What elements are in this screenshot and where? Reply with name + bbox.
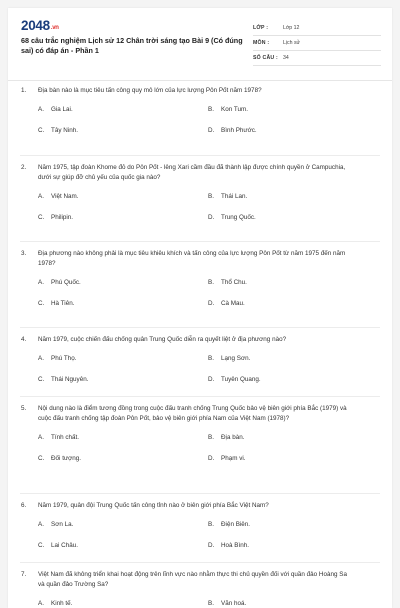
option-text: Sơn La. [51,521,74,528]
option-letter: B. [208,521,214,528]
answer-option-c[interactable] [38,126,208,135]
answer-option-d[interactable] [208,541,378,550]
option-letter: B. [208,600,214,607]
option-text: Thái Lan. [221,193,248,200]
option-letter: A. [38,355,44,362]
answer-options [38,599,380,608]
answer-option-a[interactable] [38,192,208,201]
question-number: 7. [21,571,27,578]
answer-options [38,520,380,550]
option-letter: A. [38,279,44,286]
question-divider [20,493,380,494]
question-divider [20,241,380,242]
option-text: Lai Châu. [51,542,78,549]
meta-label: MÔN : [253,40,270,46]
option-letter: B. [208,193,214,200]
document-title: 68 câu trắc nghiệm Lịch sử 12 Chân trời sáng tạo Bài 9 (Có đúng sai) có đáp án - Phần 1 [21,36,243,55]
answer-option-c[interactable] [38,454,208,463]
option-text: Phú Thọ. [51,355,77,362]
meta-label: LỚP : [253,25,269,31]
option-text: Tây Ninh. [51,127,78,134]
option-text: Philipin. [51,214,74,221]
option-letter: D. [208,214,215,221]
question-divider [20,327,380,328]
option-letter: D. [208,455,215,462]
option-letter: A. [38,193,44,200]
answer-option-b[interactable] [208,599,378,608]
option-letter: C. [38,455,45,462]
option-text: Điện Biên. [221,521,251,528]
question-divider [20,155,380,156]
meta-grade [253,21,381,36]
answer-options [38,105,380,135]
question-text: Việt Nam đã không triển khai hoạt động trên lĩnh vực nào nhằm thực thi chủ quyền đối với quần đảo Hoàng Sa và quần đảo Trường Sa? [38,571,347,588]
option-text: Thổ Chu. [221,279,247,286]
answer-option-d[interactable] [208,213,378,222]
question-item [8,493,392,562]
answer-option-c[interactable] [38,375,208,384]
option-letter: B. [208,434,214,441]
option-text: Thái Nguyên. [51,376,89,383]
option-letter: C. [38,214,45,221]
option-text: Hoà Bình. [221,542,250,549]
answer-option-b[interactable] [208,354,378,363]
option-letter: C. [38,127,45,134]
answer-option-a[interactable] [38,278,208,287]
answer-options [38,433,380,463]
question-number: 4. [21,336,27,343]
question-text: Năm 1975, tập đoàn Khome đỏ do Pôn Pốt - lêng Xari cầm đầu đã thành lập được chính quyền ở Campuchia, dưới sự giúp đỡ chủ yếu của quốc gia nào? [38,164,346,181]
document-page [8,8,392,608]
option-letter: B. [208,279,214,286]
option-text: Tính chất. [51,434,80,441]
question-item [8,241,392,327]
option-text: Lạng Sơn. [221,355,251,362]
meta-subject [253,36,381,51]
question-number: 3. [21,250,27,257]
question-number: 1. [21,87,27,94]
question-divider [20,396,380,397]
option-text: Kinh tế. [51,600,73,607]
answer-option-a[interactable] [38,354,208,363]
option-text: Tuyên Quang. [221,376,261,383]
answer-options [38,354,380,384]
answer-option-d[interactable] [208,375,378,384]
answer-option-a[interactable] [38,433,208,442]
option-letter: B. [208,355,214,362]
option-letter: A. [38,434,44,441]
option-letter: D. [208,376,215,383]
option-text: Bình Phước. [221,127,257,134]
option-letter: C. [38,300,45,307]
question-text: Năm 1979, cuộc chiến đấu chống quân Trung Quốc diễn ra quyết liệt ở địa phương nào? [38,336,287,343]
option-text: Phạm vi. [221,455,246,462]
answer-option-d[interactable] [208,126,378,135]
answer-option-b[interactable] [208,278,378,287]
option-letter: A. [38,600,44,607]
answer-option-b[interactable] [208,433,378,442]
question-text: Năm 1979, quân đội Trung Quốc tấn công tỉnh nào ở biên giới phía Bắc Việt Nam? [38,502,269,509]
question-number: 2. [21,164,27,171]
question-number: 6. [21,502,27,509]
option-letter: C. [38,542,45,549]
question-item [8,327,392,396]
option-letter: D. [208,542,215,549]
answer-option-b[interactable] [208,520,378,529]
answer-option-d[interactable] [208,299,378,308]
answer-option-b[interactable] [208,105,378,114]
option-text: Địa bàn. [221,434,245,441]
header-divider [8,80,392,81]
option-letter: D. [208,127,215,134]
option-text: Văn hoá. [221,600,247,607]
answer-option-a[interactable] [38,599,208,608]
option-text: Phú Quốc. [51,279,81,286]
meta-label: SỐ CÂU : [253,55,278,61]
question-item [8,155,392,241]
document-header [8,8,392,80]
question-text: Nội dung nào là điểm tương đồng trong cuộc đấu tranh chống Trung Quốc bảo vệ biên giới phía Bắc (1979) và cuộc đấu tranh chống tập đoàn Pôn Pốt, bảo vệ biên giới phía Nam của Việt Nam (1978)? [38,405,347,422]
answer-option-c[interactable] [38,541,208,550]
option-text: Cà Mau. [221,300,245,307]
question-text: Địa phương nào không phải là mục tiêu khiêu khích và tấn công của lực lượng Pôn Pốt từ năm 1975 đến năm 1978? [38,250,346,267]
meta-value: Lớp 12 [283,25,300,31]
answer-option-b[interactable] [208,192,378,201]
answer-option-c[interactable] [38,213,208,222]
question-item [8,396,392,493]
meta-question-count [253,51,381,66]
answer-option-a[interactable] [38,105,208,114]
option-text: Hà Tiên. [51,300,75,307]
document-meta [253,21,381,66]
option-text: Trung Quốc. [221,214,256,221]
option-text: Đối tượng. [51,455,82,462]
answer-option-a[interactable] [38,520,208,529]
site-logo[interactable]: 2048.vn [21,18,59,33]
answer-option-d[interactable] [208,454,378,463]
answer-option-c[interactable] [38,299,208,308]
answer-options [38,278,380,308]
option-letter: D. [208,300,215,307]
question-item [8,562,392,608]
option-text: Kon Tum. [221,106,248,113]
question-divider [20,562,380,563]
option-text: Việt Nam. [51,193,79,200]
option-text: Gia Lai. [51,106,73,113]
question-item [8,86,392,155]
option-letter: B. [208,106,214,113]
option-letter: C. [38,376,45,383]
answer-options [38,192,380,222]
meta-value: Lịch sử [283,40,301,46]
question-text: Địa bàn nào là mục tiêu tấn công quy mô lớn của lực lượng Pôn Pốt năm 1978? [38,87,262,94]
question-number: 5. [21,405,27,412]
meta-value: 34 [283,55,289,61]
option-letter: A. [38,106,44,113]
option-letter: A. [38,521,44,528]
question-list [8,86,392,608]
